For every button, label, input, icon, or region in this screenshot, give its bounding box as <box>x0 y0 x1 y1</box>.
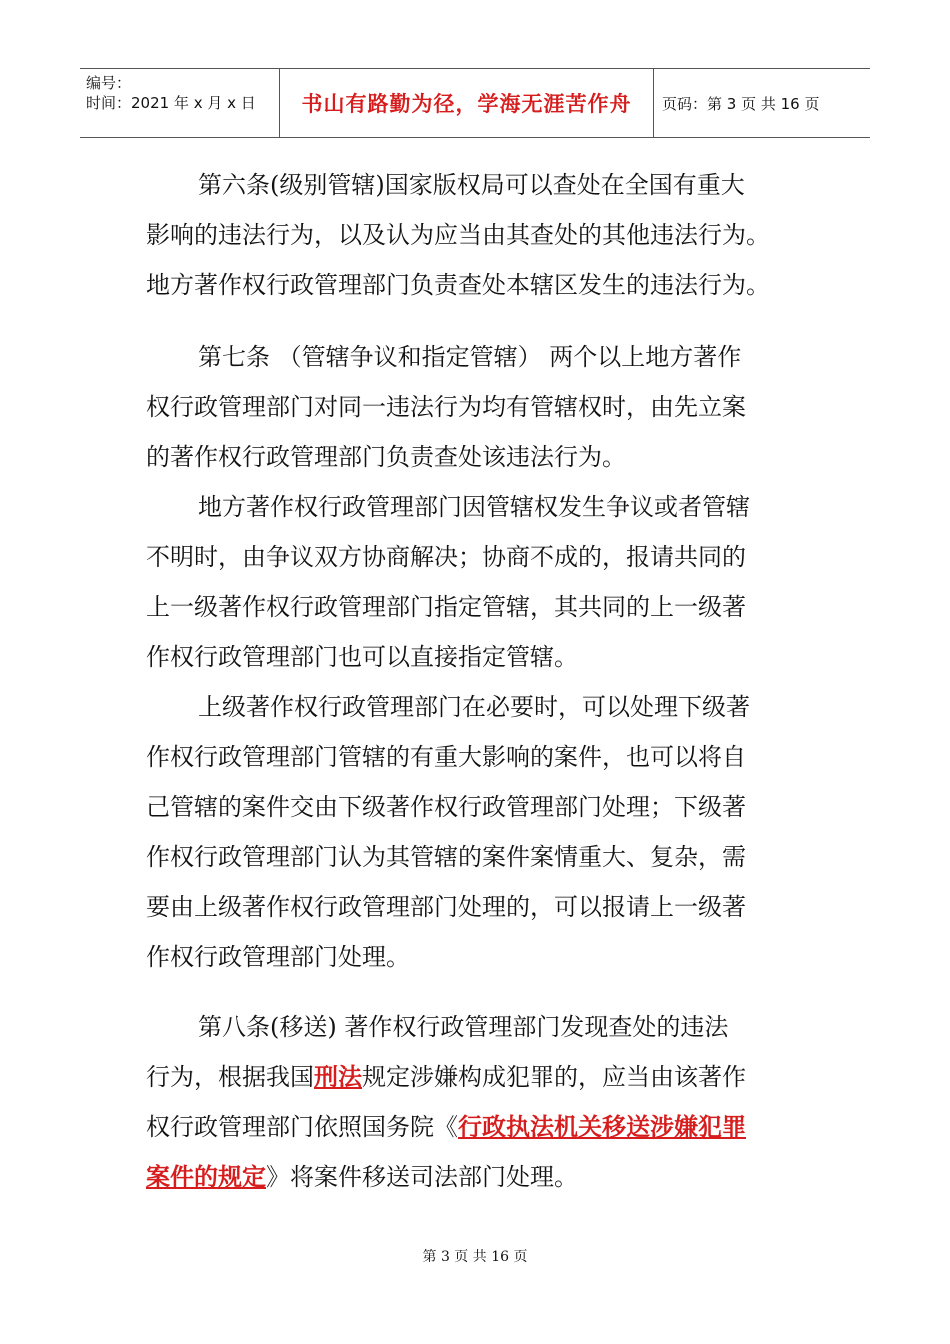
text-line: 上级著作权行政管理部门在必要时，可以处理下级著 <box>198 693 750 721</box>
regulation-link[interactable]: 行政执法机关移送涉嫌犯罪 <box>458 1113 746 1141</box>
text-line: 第七条 （管辖争议和指定管辖） 两个以上地方著作 <box>198 343 742 371</box>
article-7-paragraph-2 <box>146 482 796 682</box>
text-line: 的著作权行政管理部门负责查处该违法行为。 <box>146 443 626 471</box>
header-meta <box>80 69 280 137</box>
page-footer: 第 3 页 共 16 页 <box>422 1249 528 1265</box>
code-label: 编号： <box>86 74 132 92</box>
header-page-info: 页码：第 3 页 共 16 页 <box>662 94 820 113</box>
text-line: 地方著作权行政管理部门负责查处本辖区发生的违法行为。 <box>146 271 770 299</box>
text-line: 第八条(移送) 著作权行政管理部门发现查处的违法 <box>198 1013 729 1041</box>
text-line: 不明时，由争议双方协商解决；协商不成的，报请共同的 <box>146 543 746 571</box>
text-line: 作权行政管理部门认为其管辖的案件案情重大、复杂，需 <box>146 843 746 871</box>
regulation-link-continued[interactable]: 案件的规定 <box>146 1163 266 1191</box>
text-line: 影响的违法行为，以及认为应当由其查处的其他违法行为。 <box>146 221 770 249</box>
article-6 <box>146 160 796 310</box>
time-label: 时间：2021 年 x 月 x 日 <box>86 94 256 112</box>
text-line: 作权行政管理部门处理。 <box>146 943 410 971</box>
text-line: 规定涉嫌构成犯罪的，应当由该著作 <box>362 1063 746 1091</box>
article-7-paragraph-3 <box>146 682 796 982</box>
text-line: 行为，根据我国 <box>146 1063 314 1091</box>
article-8 <box>146 1002 796 1202</box>
criminal-law-link[interactable]: 刑法 <box>314 1063 362 1091</box>
text-line: 要由上级著作权行政管理部门处理的，可以报请上一级著 <box>146 893 746 921</box>
text-line: 作权行政管理部门也可以直接指定管辖。 <box>146 643 578 671</box>
text-line: 作权行政管理部门管辖的有重大影响的案件，也可以将自 <box>146 743 746 771</box>
article-7-paragraph-1 <box>146 332 796 482</box>
text-line: 地方著作权行政管理部门因管辖权发生争议或者管辖 <box>198 493 750 521</box>
header-motto: 书山有路勤为径，学海无涯苦作舟 <box>280 69 654 137</box>
document-header <box>80 68 870 138</box>
text-line: 权行政管理部门依照国务院《 <box>146 1113 458 1141</box>
text-line: 第六条(级别管辖)国家版权局可以查处在全国有重大 <box>198 171 745 199</box>
text-line: 权行政管理部门对同一违法行为均有管辖权时，由先立案 <box>146 393 746 421</box>
text-line: 上一级著作权行政管理部门指定管辖，其共同的上一级著 <box>146 593 746 621</box>
text-line: 己管辖的案件交由下级著作权行政管理部门处理；下级著 <box>146 793 746 821</box>
text-line: 》将案件移送司法部门处理。 <box>266 1163 578 1191</box>
